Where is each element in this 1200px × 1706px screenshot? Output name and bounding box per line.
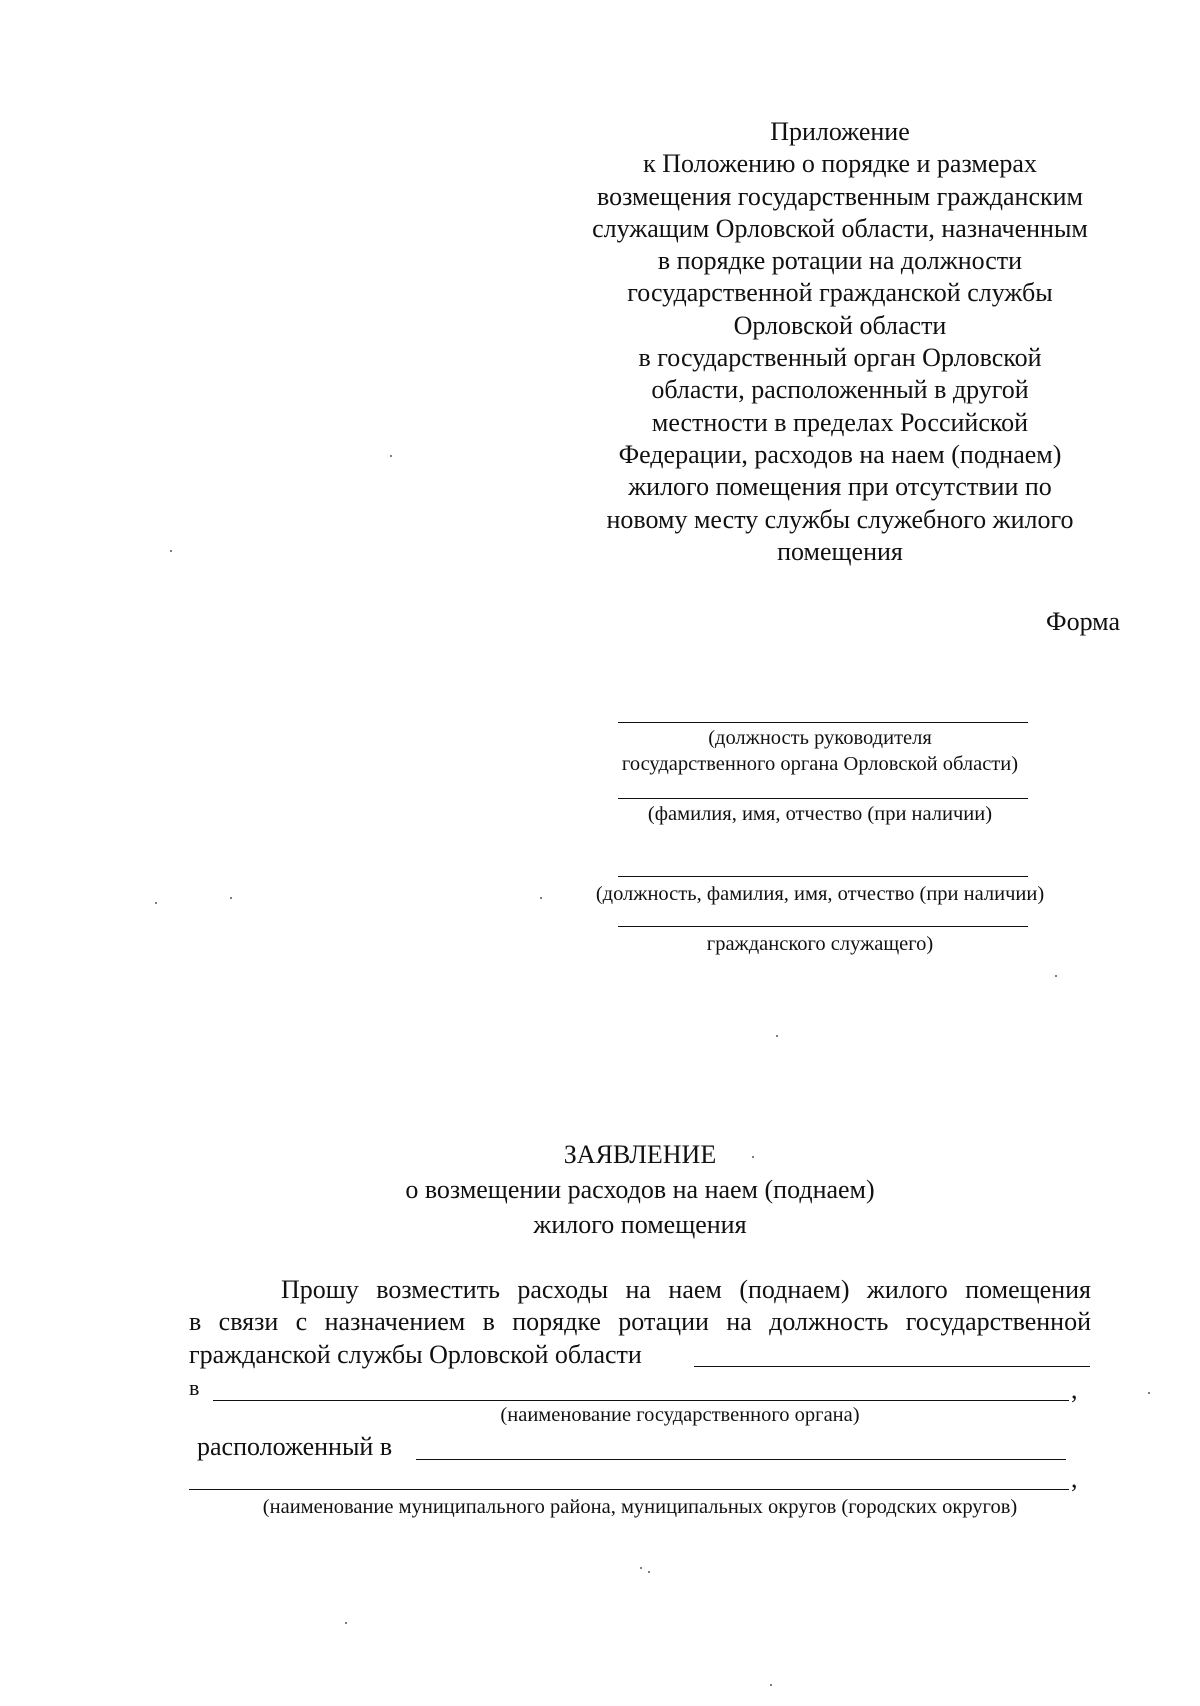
located-label: расположенный в	[197, 1432, 393, 1461]
appendix-line: в порядке ротации на должности	[657, 246, 1023, 276]
scan-speck	[155, 902, 157, 904]
body-line: Прошу возместить расходы на наем (поднаем) жилого помещения	[281, 1275, 1091, 1304]
scan-speck	[770, 1684, 772, 1686]
scan-speck	[230, 897, 232, 899]
scan-speck	[1148, 1392, 1150, 1394]
statement-title: ЗАЯВЛЕНИЕ	[563, 1140, 717, 1169]
appendix-line: в государственный орган Орловской	[638, 343, 1042, 373]
scan-speck	[752, 1156, 754, 1158]
appendix-line: Федерации, расходов на наем (поднаем)	[618, 439, 1062, 469]
appendix-line: местности в пределах Российской	[651, 407, 1029, 437]
head-name-caption: (фамилия, имя, отчество (при наличии)	[647, 803, 993, 825]
scan-speck	[345, 1622, 347, 1624]
appendix-header	[560, 116, 1120, 568]
appendix-line: жилого помещения при отсутствии по	[628, 472, 1052, 502]
comma: ,	[1071, 1464, 1078, 1493]
employee-field-2[interactable]	[618, 926, 1028, 927]
appendix-line: помещения	[777, 536, 903, 566]
employee-field[interactable]	[618, 876, 1028, 877]
organization-field[interactable]	[213, 1400, 1069, 1401]
scan-speck	[170, 550, 172, 552]
appendix-line: области, расположенный в другой	[651, 375, 1029, 405]
appendix-line: возмещения государственным гражданским	[596, 181, 1084, 211]
scan-speck	[640, 1567, 642, 1569]
appendix-line: Приложение	[770, 117, 910, 146]
position-field[interactable]	[694, 1366, 1090, 1367]
head-position-field[interactable]	[618, 722, 1028, 723]
statement-subtitle-2: жилого помещения	[533, 1210, 747, 1239]
location-field[interactable]	[416, 1459, 1066, 1460]
head-name-field[interactable]	[618, 798, 1028, 799]
statement-subtitle: о возмещении расходов на наем (поднаем)	[405, 1175, 875, 1204]
municipality-caption: (наименование муниципального района, муниципальных округов (городских округов)	[262, 1496, 1018, 1518]
appendix-line: служащим Орловской области, назначенным	[592, 213, 1088, 243]
comma: ,	[1071, 1375, 1078, 1404]
scan-speck	[390, 455, 392, 457]
employee-caption: (должность, фамилия, имя, отчество (при наличии)	[595, 883, 1045, 905]
head-position-caption-2: государственного органа Орловской области)	[621, 753, 1019, 775]
body-line: гражданской службы Орловской области	[189, 1340, 642, 1369]
organization-caption: (наименование государственного органа)	[500, 1404, 860, 1426]
scan-speck	[1055, 975, 1057, 977]
appendix-line: Орловской области	[733, 310, 947, 340]
form-label: Форма	[1046, 607, 1120, 636]
employee-caption-2: гражданского служащего)	[706, 933, 934, 955]
scan-speck	[776, 1035, 778, 1037]
scan-speck	[648, 1571, 650, 1573]
head-position-caption: (должность руководителя	[708, 727, 932, 749]
scan-speck	[540, 897, 542, 899]
appendix-line: новому месту службы служебного жилого	[606, 504, 1074, 534]
appendix-line: к Положению о порядке и размерах	[643, 149, 1037, 179]
appendix-line: государственной гражданской службы	[627, 278, 1053, 308]
in-label: в	[189, 1375, 200, 1400]
body-line: в связи с назначением в порядке ротации на должность государственной	[189, 1307, 1091, 1336]
municipality-field[interactable]	[189, 1489, 1069, 1490]
